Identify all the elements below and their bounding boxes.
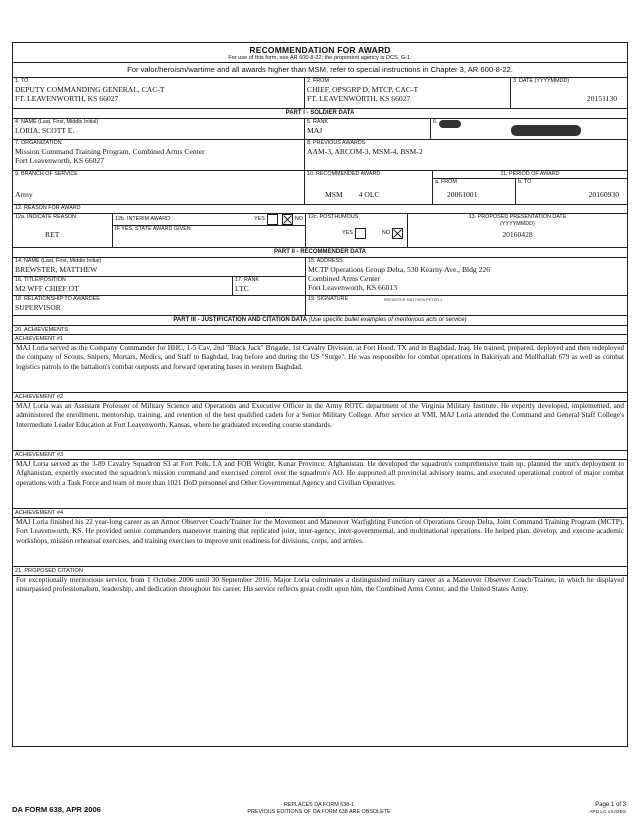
from-field[interactable]: [305, 78, 511, 108]
recommender-rank-label: 17. RANK: [235, 277, 259, 283]
interim-award-label: 12b. INTERIM AWARD: [115, 216, 171, 222]
digital-signature: BREWSTER.MATTHEW.PETER.1: [384, 298, 443, 302]
award-row: [13, 171, 627, 205]
recommender-row: [13, 258, 627, 316]
posthumous-label: 12c. POSTHUMOUS: [308, 214, 359, 220]
soldier-name-field[interactable]: [13, 119, 305, 139]
achievement-text[interactable]: MAJ Loria served as the 3-89 Cavalry Squadron S3 at Fort Polk, LA and FOB Wright, Kunar Province, Afghanistan. He developed the squadron's comprehensive train up, planned the unit's deployment to Afghanistan, expertly executed the squadron's mission command and exercised control over the squadron's AO. He supported all provincial advisory teams, and executed operational control of major combat operations with a Task Force and team of more than 1021 DoD personnel and Other Governmental Agency and Civilian Operatives.: [13, 460, 627, 509]
recommender-rank-value: LTC: [235, 284, 249, 293]
form-subtitle: For use of this form, see AR 600-8-22; the proponent agency is DCS, G-1.: [228, 55, 412, 61]
recommended-award-field[interactable]: [305, 171, 433, 204]
organization-line2: Fort Leavenworth, KS 66027: [15, 156, 105, 165]
form-footer: [12, 802, 626, 824]
address-line1: MCTP Operations Group Delta, 530 Kearny Ave., Bldg 226: [308, 265, 491, 274]
apd-version: APD LC v3.02ES: [589, 810, 626, 815]
previous-awards-field[interactable]: [305, 140, 627, 170]
part-3-title: PART III - JUSTIFICATION AND CITATION DATA: [173, 317, 307, 323]
to-label: 1. TO: [15, 78, 29, 84]
address-row: [13, 78, 627, 109]
relationship-value: SUPERVISOR: [15, 303, 61, 312]
period-label: 11. PERIOD OF AWARD: [433, 171, 627, 179]
date-value: 20151130: [586, 94, 617, 103]
achievement-label: ACHIEVEMENT #4: [13, 509, 627, 518]
ssn-field[interactable]: [431, 119, 627, 139]
period-to-label: b. TO: [518, 179, 532, 185]
achievement-label: ACHIEVEMENT #2: [13, 393, 627, 402]
achievement-text[interactable]: MAJ Loria served as the Company Commander for HHC, 1-5 Cav, 2nd "Black Jack" Brigade, 1st Cavalry Division, at Fort Hood, TX and in Baghdad, Iraq. He trained, prepared, deployed and then redeployed the company of Scouts, Snipers, Mortars, Medics, and Staff to Baghdad, Iraq before and during the US "Surge". He was responsible for combat operations in Bakiriyah and Mullhallah 679 as well as combat logistics patrols to the battalion's combat outposts and forward operating bases in western Baghdad.: [13, 344, 627, 393]
soldier-name-label: 4. NAME (Last, First, Middle Initial): [15, 119, 99, 125]
award-form: [12, 42, 628, 747]
recommended-award-value: MSM: [325, 190, 343, 199]
soldier-name-value: LORIA, SCOTT E.: [15, 126, 75, 135]
soldier-name-row: [13, 119, 627, 140]
organization-label: 7. ORGANIZATION: [15, 140, 62, 146]
period-from-label: a. FROM: [435, 179, 457, 185]
address-label: 15. ADDRESS: [308, 258, 343, 264]
period-of-award-field: [433, 171, 627, 204]
soldier-rank-field[interactable]: [305, 119, 431, 139]
posthumous-no-checkbox[interactable]: [392, 228, 403, 239]
part-1-heading: PART I - SOLDIER DATA: [13, 109, 627, 119]
from-line1: CHIEF, OPSGRP D, MTCP, CAC-T: [307, 85, 419, 94]
interim-no-label: NO: [294, 216, 303, 222]
date-field[interactable]: [511, 78, 627, 108]
posthumous-field: [306, 214, 408, 247]
redaction-mark: [439, 120, 461, 128]
instruction-band: For valor/heroism/wartime and all awards higher than MSM, refer to special instructions in Chapter 3, AR 600-8-22.: [13, 63, 627, 78]
to-line2: FT. LEAVENWORTH, KS 66027: [15, 94, 119, 103]
obsolete-note: PREVIOUS EDITIONS OF DA FORM 638 ARE OBSOLETE: [247, 808, 391, 815]
page-number: Page 1 of 3: [595, 802, 626, 808]
from-line2: FT. LEAVENWORTH, KS 66027: [307, 94, 411, 103]
replaces-note: REPLACES DA FORM 638-1: [283, 802, 355, 808]
recommender-name-label: 14. NAME (Last, First, Middle Initial): [15, 258, 102, 264]
previous-awards-value: AAM-3, ARCOM-3, MSM-4, BSM-2: [307, 147, 423, 156]
indicate-reason-label: 12a. INDICATE REASON: [15, 214, 77, 220]
redaction-mark: [511, 125, 581, 136]
position-field[interactable]: [13, 277, 233, 295]
soldier-rank-value: MAJ: [307, 126, 323, 135]
recommender-name-field[interactable]: [13, 258, 305, 277]
reason-row: [13, 205, 627, 214]
date-label: 3. DATE (YYYYMMDD): [513, 78, 570, 84]
period-from-value: 20061001: [447, 190, 478, 199]
posthumous-no-label: NO: [381, 230, 390, 236]
recommender-rank-field[interactable]: [233, 277, 305, 295]
organization-row: [13, 140, 627, 171]
indicate-reason-field[interactable]: [13, 214, 113, 247]
address-line2: Combined Arms Center: [308, 274, 381, 283]
to-line1: DEPUTY COMMANDING GENERAL, CAC-T: [15, 85, 165, 94]
achievement-label: ACHIEVEMENT #3: [13, 451, 627, 460]
form-header: [13, 43, 627, 63]
branch-value: Army: [15, 190, 33, 199]
ssn-label: 6.: [433, 119, 438, 125]
relationship-field[interactable]: [13, 296, 305, 314]
part-3-note: (Use specific bullet examples of meritorious acts or service): [308, 317, 467, 323]
posthumous-yes-label: YES: [342, 230, 353, 236]
organization-line1: Mission Command Training Program, Combined Arms Center: [15, 147, 205, 156]
citation-text[interactable]: For exceptionally meritorious service, from 1 October 2006 until 30 September 2016. Major Loria culminates a distinguished military career as a Maneuver Observer Coach/Trainer, in which he displayed unsurpassed professionalism, leadership, and dedication throughout his career. His service reflects great credit upon him, the Combined Arms Center, and the United States Army.: [16, 576, 624, 594]
signature-label: 19. SIGNATURE: [308, 296, 349, 302]
presentation-date-value: 20160428: [502, 230, 533, 239]
period-to-field[interactable]: [516, 179, 627, 204]
interim-award-field: [113, 214, 306, 247]
from-label: 2. FROM: [307, 78, 329, 84]
interim-sub-label: IF YES, STATE AWARD GIVEN: [115, 226, 191, 232]
position-label: 16. TITLE/POSITION: [15, 277, 66, 283]
organization-field[interactable]: [13, 140, 305, 170]
recommended-award-label: 10. RECOMMENDED AWARD: [307, 171, 381, 177]
achievement-label: ACHIEVEMENT #1: [13, 335, 627, 344]
presentation-date-label: 13. PROPOSED PRESENTATION DATE: [468, 214, 567, 220]
posthumous-yes-checkbox[interactable]: [355, 228, 366, 239]
indicate-reason-value: RET: [45, 230, 60, 239]
to-field[interactable]: [13, 78, 305, 108]
part-3-heading: [13, 316, 627, 326]
soldier-rank-label: 5. RANK: [307, 119, 328, 125]
period-from-field[interactable]: [433, 179, 516, 204]
relationship-label: 18. RELATIONSHIP TO AWARDEE: [15, 296, 100, 302]
recommender-name-value: BREWSTER, MATTHEW: [15, 265, 98, 274]
achievement-text[interactable]: MAJ Loria was an Assistant Professor of Military Science and Operations and Executive Officer in the Army ROTC department of the Virginia Military Institute. He expertly developed, implemented, and administered the enrollment, mentorship, training, and retention of the best qualified cadets for a Senior Military College. After service at VMI, MAJ Loria attended the Command and General Staff College's Intermediate Leader Education at Fort Leavenworth, Kansas, where he graduated exceeding course standards.: [13, 402, 627, 451]
part-2-heading: PART II - RECOMMENDER DATA: [13, 248, 627, 258]
achievements-label: 20. ACHIEVEMENTS: [13, 326, 627, 335]
interim-yes-label: YES: [254, 216, 265, 222]
achievements-list: [13, 335, 627, 567]
branch-label: 9. BRANCH OF SERVICE: [15, 171, 78, 177]
form-number: DA FORM 638, APR 2006: [12, 805, 101, 814]
achievement-text[interactable]: MAJ Loria finished his 22 year-long career as an Armor Observer Coach/Trainer for the Movement and Maneuver Warfighting Function of Operations Group Delta, Joint Command Training Program (MCTP), Fort Leavenworth, KS. He provided senior commanders maneuver training that replicated joint, inter-agency, inter-governmental, and multinational operations. He helped plan, develop, and execute academic workshops, mission rehearsal exercises, and training exercises to improve unit readiness for divisions, corps, and armies.: [13, 518, 627, 567]
reason-label: 12. REASON FOR AWARD: [15, 205, 81, 211]
branch-field[interactable]: [13, 171, 305, 204]
address-field[interactable]: [306, 258, 627, 296]
citation-label: 21. PROPOSED CITATION: [13, 567, 627, 576]
recommended-award-olc: 4 OLC: [358, 190, 380, 199]
address-line3: Fort Leavenworth, KS 66013: [308, 283, 398, 292]
previous-awards-label: 8. PREVIOUS AWARDS: [307, 140, 366, 146]
presentation-date-format: (YYYYMMDD): [500, 221, 535, 227]
signature-field[interactable]: [306, 296, 627, 314]
interim-yes-checkbox[interactable]: [267, 214, 278, 225]
period-to-value: 20160930: [588, 190, 619, 199]
form-title: RECOMMENDATION FOR AWARD: [249, 45, 391, 55]
position-value: M2 WFF CHIEF OT: [15, 284, 79, 293]
reason-detail-row: [13, 214, 627, 248]
interim-no-checkbox[interactable]: [282, 214, 293, 225]
presentation-date-field[interactable]: [408, 214, 627, 247]
